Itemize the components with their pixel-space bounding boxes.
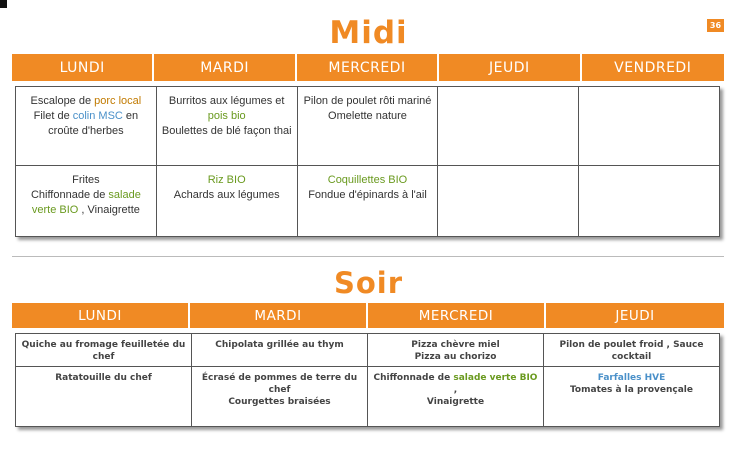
menu-cell-lundi — [16, 87, 157, 166]
table-row — [16, 367, 720, 427]
dish-line — [547, 351, 716, 363]
day-header-jeudi: JEUDI — [439, 54, 581, 81]
menu-cell-mardi — [156, 166, 297, 237]
dish-text: , Vinaigrette — [78, 204, 140, 216]
dish-text: Pizza chèvre miel — [411, 340, 500, 350]
dish-text: Vinaigrette — [426, 397, 485, 407]
dish-text: Pilon de poulet rôti mariné — [303, 95, 432, 107]
dish-text: chef — [92, 352, 115, 362]
day-header-lundi: LUNDI — [12, 303, 190, 328]
menu-cell-mardi — [192, 334, 368, 367]
menu-cell-mercredi — [368, 334, 544, 367]
section-divider — [12, 256, 724, 257]
dish-highlight: porc local — [94, 95, 142, 107]
dish-highlight: Farfalles HVE — [597, 373, 666, 383]
dish-text: Ratatouille du chef — [55, 373, 152, 383]
menu-cell-lundi — [16, 166, 157, 237]
dish-text: Frites — [72, 174, 100, 186]
dish-line — [19, 188, 153, 203]
dish-line — [371, 372, 540, 396]
dish-line — [19, 124, 153, 139]
menu-cell-jeudi — [438, 166, 579, 237]
corner-mark — [0, 0, 7, 8]
dish-text: Fondue d'épinards à l'ail — [308, 189, 427, 201]
soir-menu-table — [15, 333, 720, 427]
dish-line — [371, 396, 540, 408]
dish-highlight: verte BIO — [31, 204, 79, 216]
dish-line — [195, 339, 364, 351]
dish-line — [301, 109, 435, 124]
dish-text: Pizza au chorizo — [414, 352, 497, 362]
dish-line — [19, 372, 188, 384]
dish-text: croûte d'herbes — [48, 125, 124, 137]
dish-text: Quiche au fromage feuilletée du — [21, 340, 186, 350]
midi-menu-table — [15, 86, 720, 237]
dish-line — [547, 339, 716, 351]
menu-cell-mercredi — [368, 367, 544, 427]
dish-line — [160, 124, 294, 139]
day-header-mardi: MARDI — [190, 303, 368, 328]
dish-text: Boulettes de blé façon thai — [161, 125, 292, 137]
day-header-vendredi: VENDREDI — [582, 54, 724, 81]
dish-line — [160, 173, 294, 188]
dish-line — [160, 109, 294, 124]
menu-cell-lundi — [16, 367, 192, 427]
dish-text: cocktail — [611, 352, 652, 362]
menu-cell-jeudi — [544, 367, 720, 427]
day-header-lundi: LUNDI — [12, 54, 154, 81]
dish-text: Courgettes braisées — [228, 397, 331, 407]
dish-highlight: pois bio — [207, 110, 246, 122]
dish-line — [19, 94, 153, 109]
dish-text: Escalope de — [30, 95, 95, 107]
dish-text: chef — [268, 385, 291, 395]
dish-line — [547, 384, 716, 396]
dish-line — [19, 339, 188, 351]
dish-text: Tomates à la provençale — [569, 385, 693, 395]
dish-line — [371, 351, 540, 363]
dish-text: Achards aux légumes — [173, 189, 280, 201]
soir-section-title: Soir — [333, 266, 404, 300]
dish-line — [195, 384, 364, 396]
table-row — [16, 87, 720, 166]
menu-cell-jeudi — [438, 87, 579, 166]
dish-text: Burritos aux légumes et — [168, 95, 285, 107]
menu-cell-vendredi — [579, 87, 720, 166]
dish-line — [160, 188, 294, 203]
menu-cell-vendredi — [579, 166, 720, 237]
table-row — [16, 166, 720, 237]
menu-cell-mercredi — [297, 166, 438, 237]
dish-text: Chiffonnade de — [30, 189, 109, 201]
dish-highlight: colin MSC — [72, 110, 123, 122]
dish-text: en — [122, 110, 139, 122]
dish-line — [19, 173, 153, 188]
dish-line — [301, 188, 435, 203]
dish-line — [19, 203, 153, 218]
dish-text: Omelette nature — [328, 110, 407, 122]
day-header-mardi: MARDI — [154, 54, 296, 81]
soir-day-header — [12, 303, 724, 328]
dish-text: Pilon de poulet froid , Sauce — [559, 340, 704, 350]
dish-line — [195, 372, 364, 384]
dish-line — [160, 94, 294, 109]
dish-text: Filet de — [33, 110, 73, 122]
dish-line — [301, 173, 435, 188]
dish-highlight: salade — [108, 189, 141, 201]
day-header-jeudi: JEUDI — [546, 303, 724, 328]
dish-highlight: Riz BIO — [207, 174, 246, 186]
dish-highlight: salade verte BIO — [453, 373, 538, 383]
dish-line — [19, 351, 188, 363]
table-row — [16, 334, 720, 367]
page-number-badge: 36 — [707, 19, 724, 32]
dish-text: Écrasé de pommes de terre du — [201, 373, 358, 383]
dish-line — [547, 372, 716, 384]
dish-line — [301, 94, 435, 109]
menu-cell-lundi — [16, 334, 192, 367]
dish-highlight: Coquillettes BIO — [327, 174, 408, 186]
dish-line — [19, 109, 153, 124]
dish-text: Chipolata grillée au thym — [215, 340, 344, 350]
dish-line — [371, 339, 540, 351]
day-header-mercredi: MERCREDI — [297, 54, 439, 81]
dish-line — [195, 396, 364, 408]
dish-text: Chiffonnade de — [373, 373, 454, 383]
menu-cell-mercredi — [297, 87, 438, 166]
menu-cell-mardi — [156, 87, 297, 166]
menu-cell-jeudi — [544, 334, 720, 367]
midi-day-header — [12, 54, 724, 81]
midi-section-title: Midi — [329, 15, 408, 51]
day-header-mercredi: MERCREDI — [368, 303, 546, 328]
dish-text: , — [453, 385, 458, 395]
menu-cell-mardi — [192, 367, 368, 427]
